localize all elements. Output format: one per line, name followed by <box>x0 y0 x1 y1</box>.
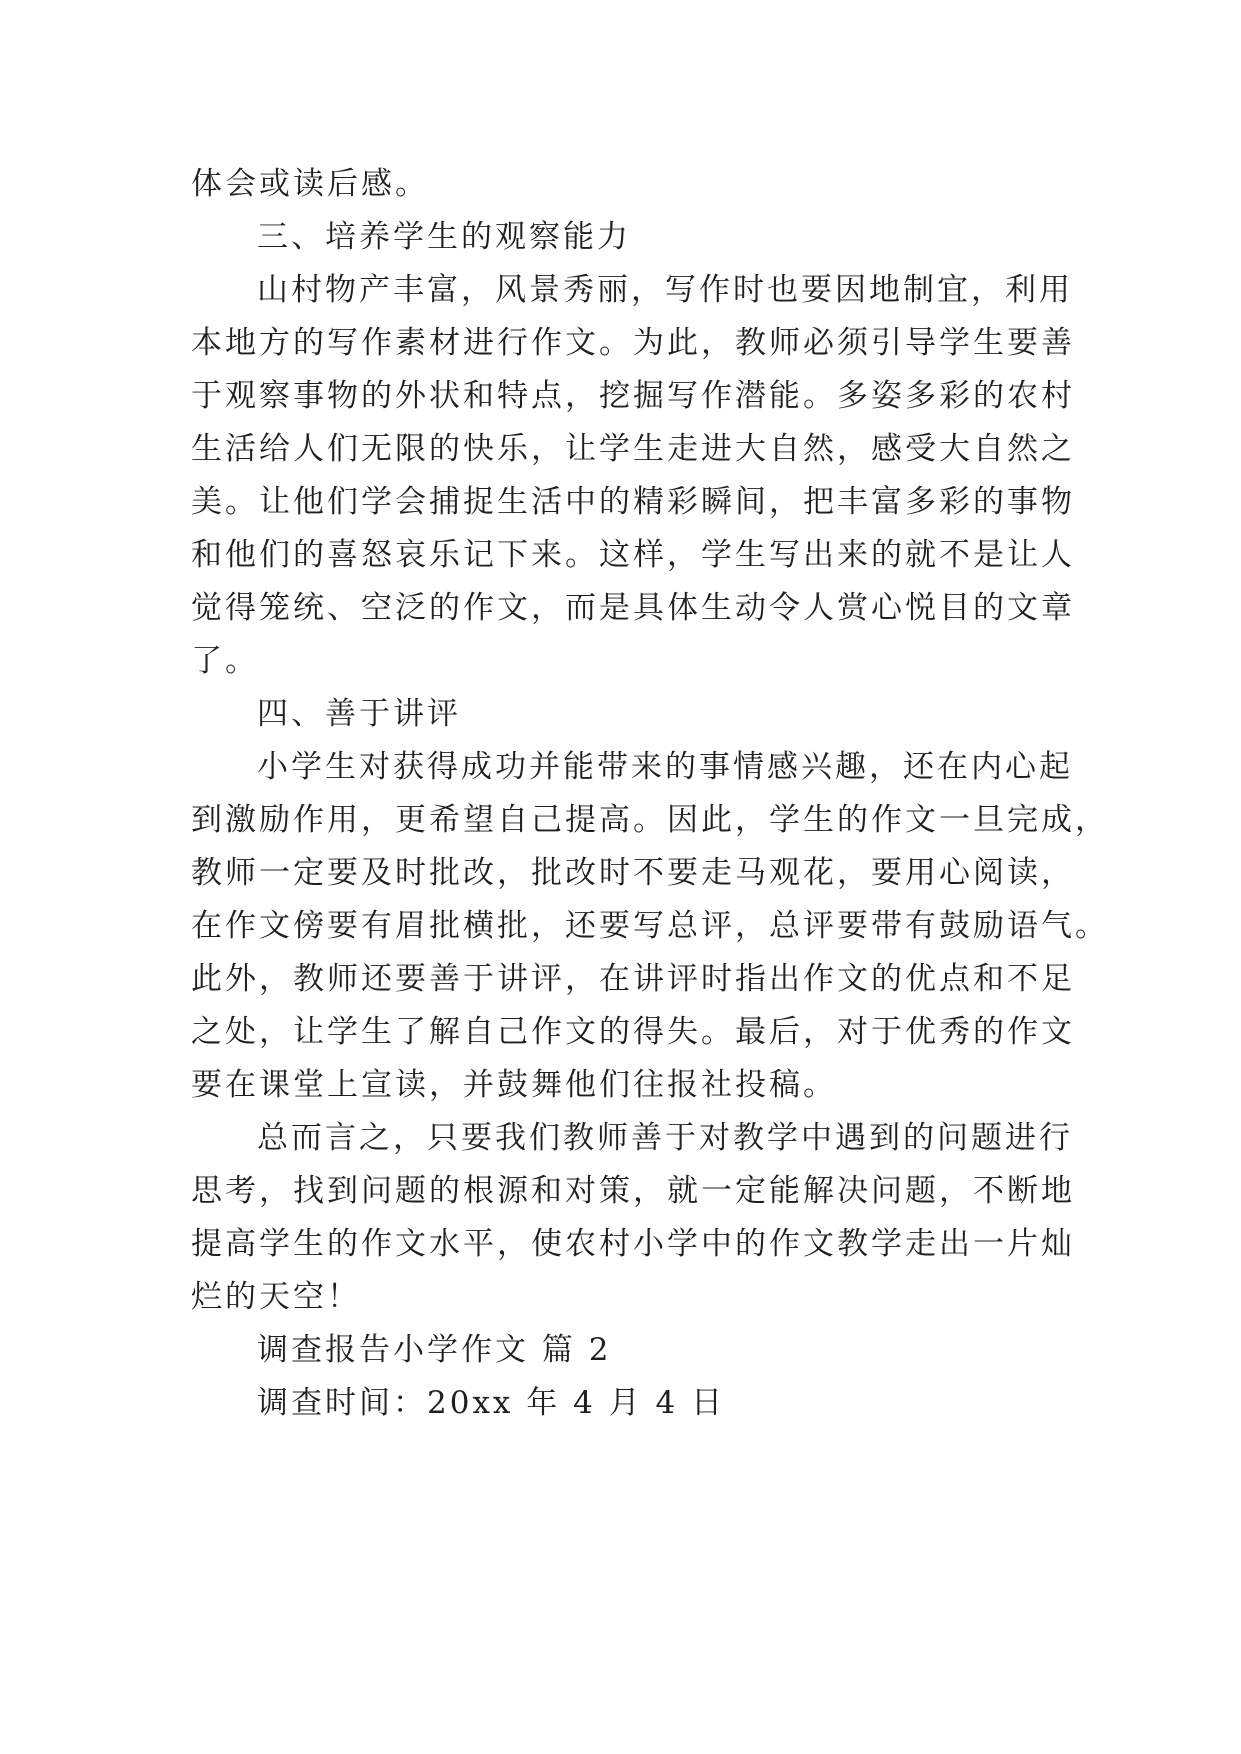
section-heading-review: 四、善于讲评 <box>257 696 461 732</box>
paragraph-line: 于观察事物的外状和特点，挖掘写作潜能。多姿多彩的农村 <box>191 378 1075 414</box>
paragraph-line: 和他们的喜怒哀乐记下来。这样，学生写出来的就不是让人 <box>191 537 1075 573</box>
paragraph-line: 小学生对获得成功并能带来的事情感兴趣，还在内心起 <box>257 749 1073 785</box>
paragraph-line: 了。 <box>191 643 259 679</box>
paragraph-line: 体会或读后感。 <box>191 166 429 202</box>
paragraph-line: 在作文傍要有眉批横批，还要写总评，总评要带有鼓励语气。 <box>191 908 1109 944</box>
survey-date-line: 调查时间：20xx 年 4 月 4 日 <box>257 1385 726 1421</box>
paragraph-line: 山村物产丰富，风景秀丽，写作时也要因地制宜，利用 <box>257 272 1073 308</box>
article-title-part-2: 调查报告小学作文 篇 2 <box>257 1332 612 1368</box>
paragraph-line: 之处，让学生了解自己作文的得失。最后，对于优秀的作文 <box>191 1014 1075 1050</box>
paragraph-line: 本地方的写作素材进行作文。为此，教师必须引导学生要善 <box>191 325 1075 361</box>
document-body <box>191 158 1109 1430</box>
paragraph-line: 美。让他们学会捕捉生活中的精彩瞬间，把丰富多彩的事物 <box>191 484 1075 520</box>
paragraph-line: 此外，教师还要善于讲评，在讲评时指出作文的优点和不足 <box>191 961 1075 997</box>
paragraph-line: 教师一定要及时批改，批改时不要走马观花，要用心阅读， <box>191 855 1075 891</box>
paragraph-line: 烂的天空！ <box>191 1279 361 1315</box>
paragraph-line: 思考，找到问题的根源和对策，就一定能解决问题，不断地 <box>191 1173 1075 1209</box>
paragraph-line: 觉得笼统、空泛的作文，而是具体生动令人赏心悦目的文章 <box>191 590 1075 626</box>
paragraph-line: 生活给人们无限的快乐，让学生走进大自然，感受大自然之 <box>191 431 1075 467</box>
section-heading-observation: 三、培养学生的观察能力 <box>257 219 631 255</box>
paragraph-line: 到激励作用，更希望自己提高。因此，学生的作文一旦完成， <box>191 802 1109 838</box>
paragraph-line: 要在课堂上宣读，并鼓舞他们往报社投稿。 <box>191 1067 837 1103</box>
paragraph-line: 总而言之，只要我们教师善于对教学中遇到的问题进行 <box>257 1120 1073 1156</box>
paragraph-line: 提高学生的作文水平，使农村小学中的作文教学走出一片灿 <box>191 1226 1075 1262</box>
